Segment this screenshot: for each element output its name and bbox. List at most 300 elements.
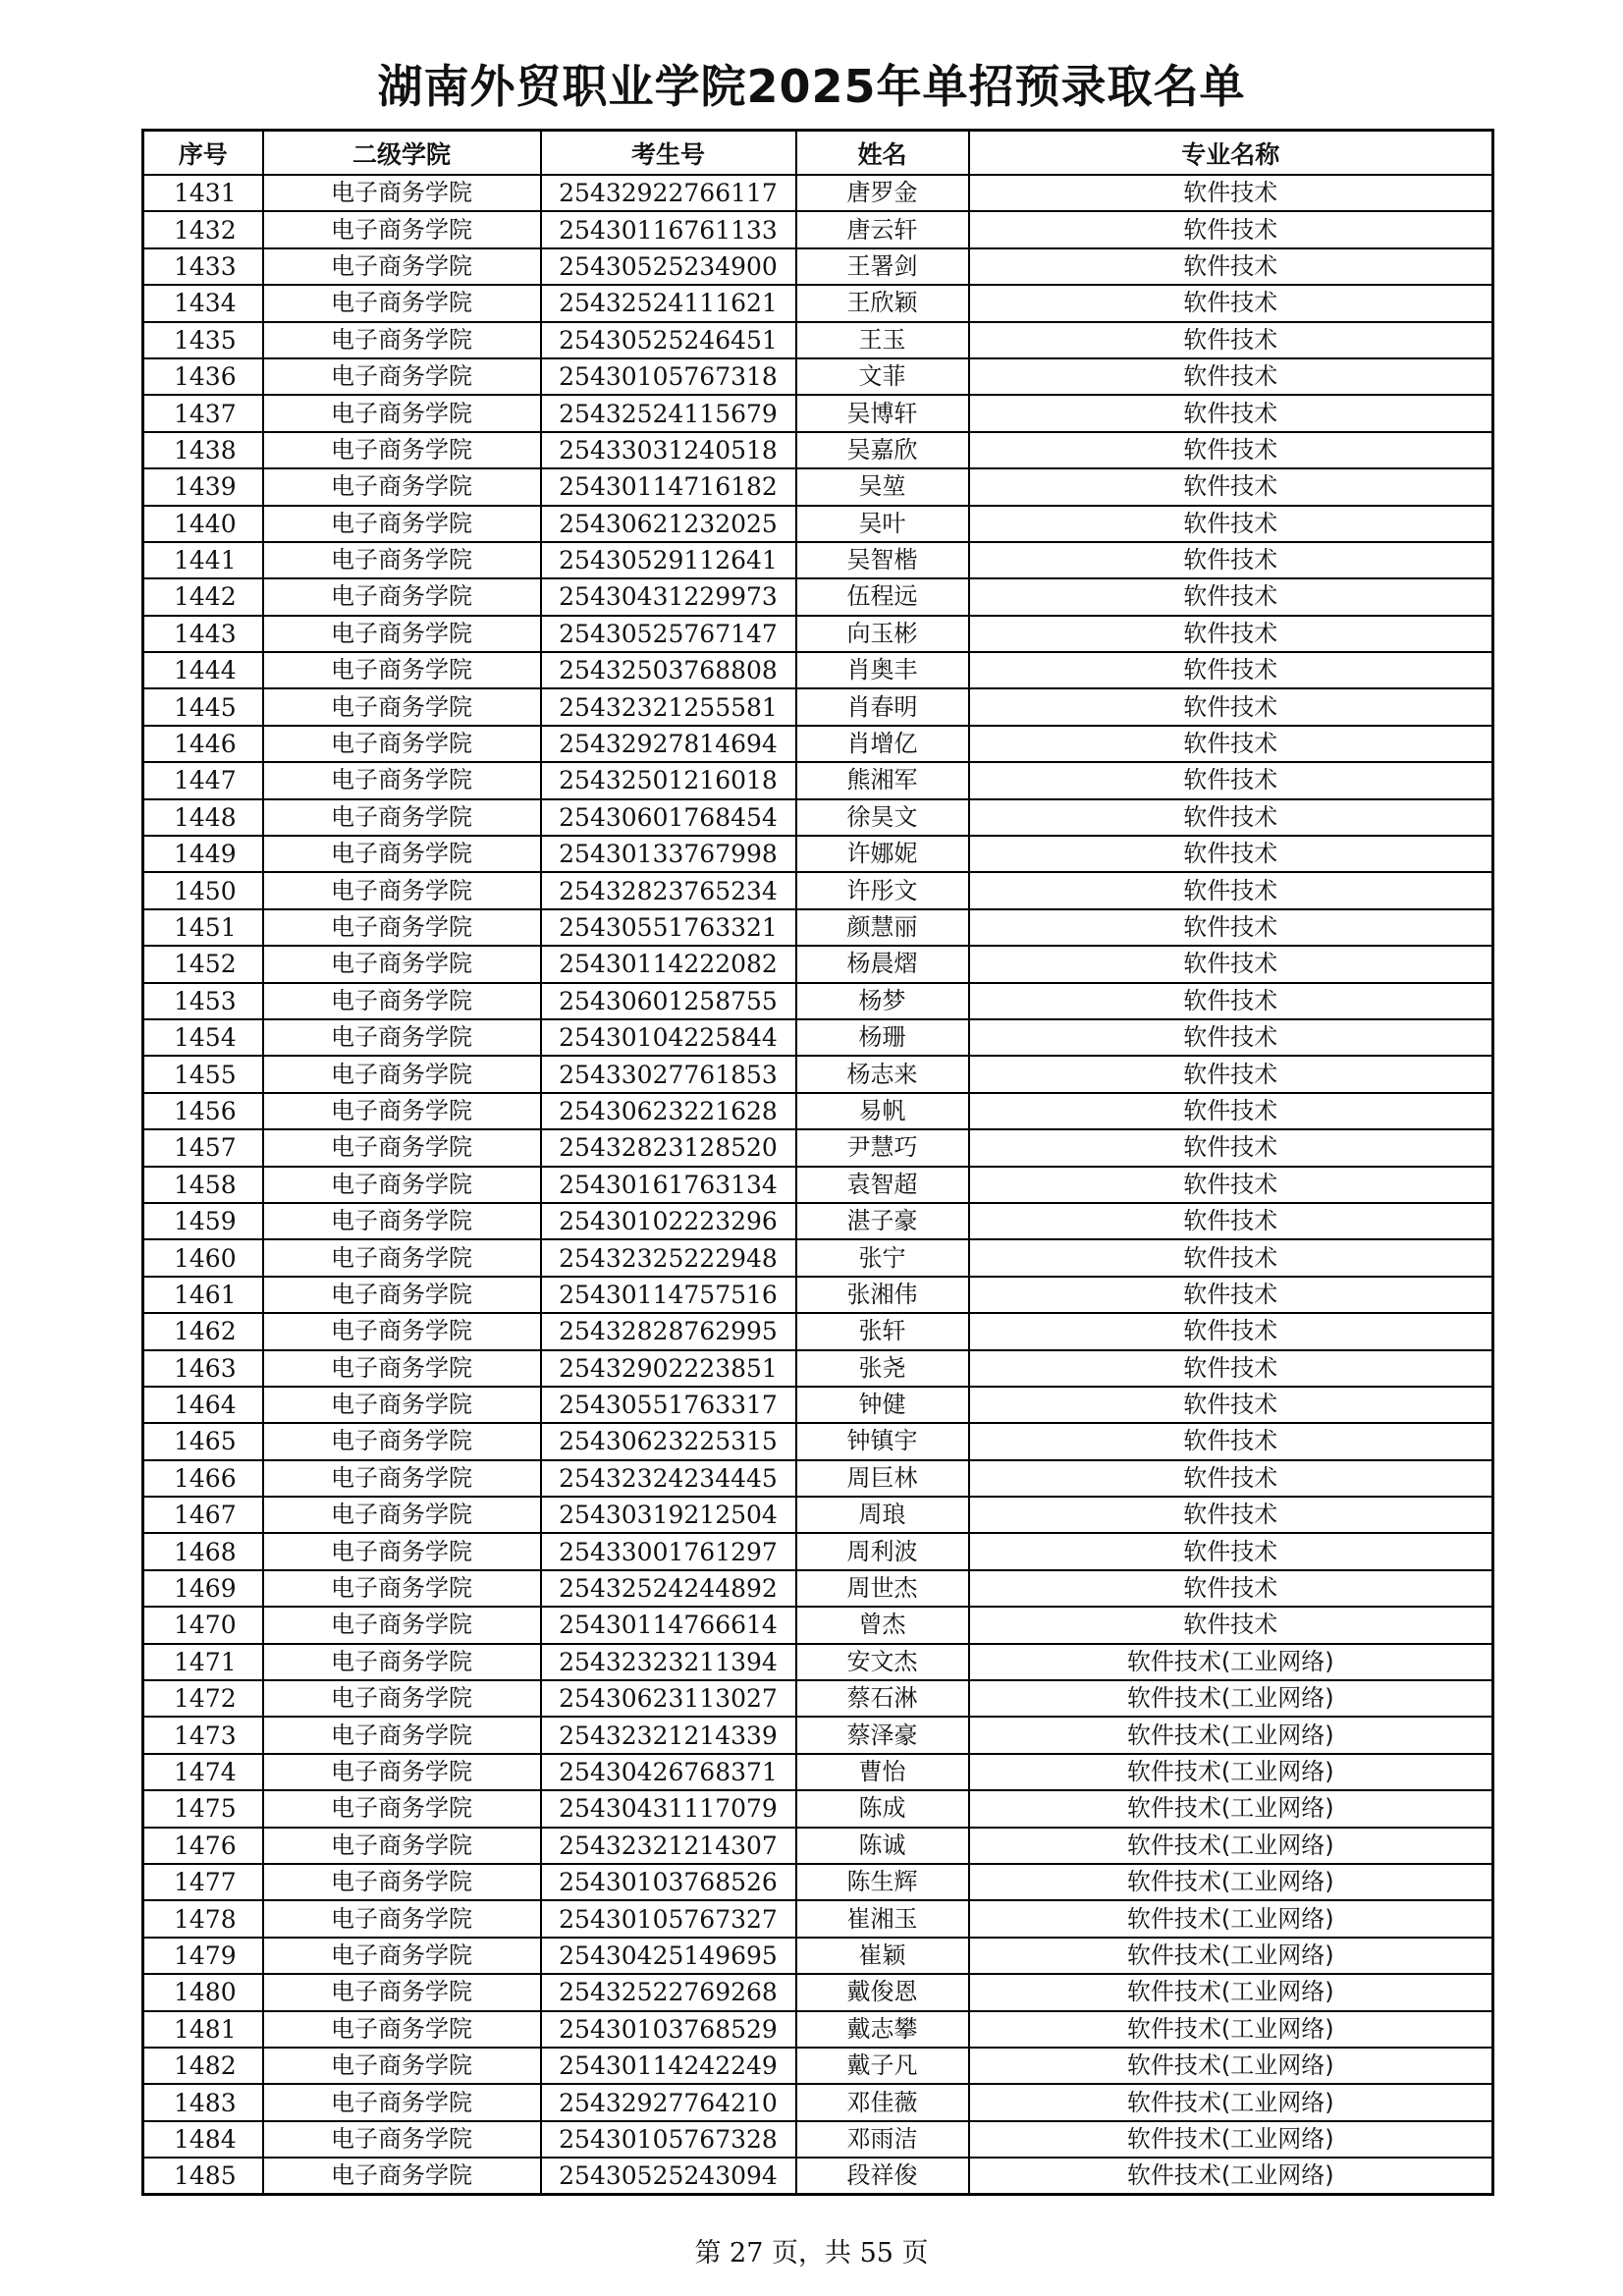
table-row (143, 1460, 1493, 1497)
table-row (143, 1864, 1493, 1900)
table-row (143, 652, 1493, 688)
cell-college: 电子商务学院 (263, 175, 541, 211)
cell-seq: 1451 (143, 909, 263, 946)
table-row (143, 836, 1493, 872)
cell-seq: 1472 (143, 1680, 263, 1717)
cell-major: 软件技术 (969, 652, 1493, 688)
cell-name: 伍程远 (796, 578, 969, 615)
cell-name: 唐云轩 (796, 211, 969, 247)
cell-name: 王玉 (796, 322, 969, 358)
cell-college: 电子商务学院 (263, 1203, 541, 1239)
cell-exam-id: 25432501216018 (541, 762, 796, 798)
cell-exam-id: 25430105767328 (541, 2121, 796, 2158)
cell-exam-id: 25430551763317 (541, 1387, 796, 1423)
cell-name: 陈成 (796, 1790, 969, 1827)
cell-exam-id: 25430319212504 (541, 1497, 796, 1533)
cell-college: 电子商务学院 (263, 1387, 541, 1423)
cell-college: 电子商务学院 (263, 1570, 541, 1607)
column-header-college: 二级学院 (263, 131, 541, 176)
cell-seq: 1466 (143, 1460, 263, 1497)
cell-name: 吴嘉欣 (796, 432, 969, 468)
table-row (143, 468, 1493, 505)
page-footer: 第 27 页，共 55 页 (694, 2238, 929, 2269)
cell-name: 熊湘军 (796, 762, 969, 798)
cell-seq: 1475 (143, 1790, 263, 1827)
cell-college: 电子商务学院 (263, 1790, 541, 1827)
table-row (143, 1900, 1493, 1937)
table-row (143, 1093, 1493, 1129)
cell-exam-id: 25430102223296 (541, 1203, 796, 1239)
cell-name: 颜慧丽 (796, 909, 969, 946)
cell-seq: 1439 (143, 468, 263, 505)
table-row (143, 322, 1493, 358)
cell-exam-id: 25432524111621 (541, 285, 796, 321)
cell-college: 电子商务学院 (263, 1828, 541, 1864)
cell-name: 周利波 (796, 1533, 969, 1569)
cell-major: 软件技术 (969, 211, 1493, 247)
table-row (143, 1019, 1493, 1056)
table-row (143, 285, 1493, 321)
cell-exam-id: 25430114222082 (541, 946, 796, 982)
cell-college: 电子商务学院 (263, 1864, 541, 1900)
cell-exam-id: 25430105767327 (541, 1900, 796, 1937)
table-row (143, 762, 1493, 798)
cell-major: 软件技术 (969, 616, 1493, 652)
cell-name: 文菲 (796, 358, 969, 395)
cell-major: 软件技术(工业网络) (969, 1754, 1493, 1790)
cell-name: 崔颖 (796, 1938, 969, 1974)
cell-major: 软件技术 (969, 1350, 1493, 1387)
cell-seq: 1467 (143, 1497, 263, 1533)
cell-college: 电子商务学院 (263, 1974, 541, 2010)
cell-exam-id: 25432325222948 (541, 1239, 796, 1276)
cell-major: 软件技术 (969, 1277, 1493, 1313)
table-row (143, 1607, 1493, 1643)
cell-college: 电子商务学院 (263, 1607, 541, 1643)
cell-name: 尹慧巧 (796, 1129, 969, 1166)
cell-name: 钟健 (796, 1387, 969, 1423)
cell-major: 软件技术 (969, 799, 1493, 836)
table-row (143, 616, 1493, 652)
cell-exam-id: 25432324234445 (541, 1460, 796, 1497)
cell-college: 电子商务学院 (263, 2084, 541, 2120)
cell-name: 唐罗金 (796, 175, 969, 211)
cell-name: 王欣颖 (796, 285, 969, 321)
column-header-exam-id: 考生号 (541, 131, 796, 176)
cell-exam-id: 25430114716182 (541, 468, 796, 505)
cell-major: 软件技术 (969, 836, 1493, 872)
cell-exam-id: 25432524244892 (541, 1570, 796, 1607)
table-row (143, 983, 1493, 1019)
column-header-seq: 序号 (143, 131, 263, 176)
table-row (143, 1239, 1493, 1276)
cell-college: 电子商务学院 (263, 652, 541, 688)
cell-seq: 1448 (143, 799, 263, 836)
cell-name: 肖增亿 (796, 726, 969, 762)
cell-name: 陈生辉 (796, 1864, 969, 1900)
cell-exam-id: 25430525767147 (541, 616, 796, 652)
cell-name: 周世杰 (796, 1570, 969, 1607)
cell-major: 软件技术 (969, 1019, 1493, 1056)
cell-exam-id: 25432321214307 (541, 1828, 796, 1864)
cell-college: 电子商务学院 (263, 1900, 541, 1937)
cell-major: 软件技术 (969, 248, 1493, 285)
cell-name: 周琅 (796, 1497, 969, 1533)
cell-college: 电子商务学院 (263, 1350, 541, 1387)
cell-college: 电子商务学院 (263, 1460, 541, 1497)
cell-college: 电子商务学院 (263, 1644, 541, 1680)
cell-seq: 1446 (143, 726, 263, 762)
cell-seq: 1454 (143, 1019, 263, 1056)
cell-major: 软件技术 (969, 726, 1493, 762)
cell-major: 软件技术(工业网络) (969, 1900, 1493, 1937)
cell-major: 软件技术(工业网络) (969, 1938, 1493, 1974)
cell-major: 软件技术 (969, 322, 1493, 358)
table-row (143, 1350, 1493, 1387)
cell-major: 软件技术 (969, 358, 1493, 395)
cell-exam-id: 25433031240518 (541, 432, 796, 468)
cell-college: 电子商务学院 (263, 872, 541, 908)
cell-major: 软件技术 (969, 1056, 1493, 1092)
cell-major: 软件技术(工业网络) (969, 2048, 1493, 2084)
table-row (143, 872, 1493, 908)
cell-exam-id: 25430525246451 (541, 322, 796, 358)
cell-major: 软件技术 (969, 1129, 1493, 1166)
page-title: 湖南外贸职业学院2025年单招预录取名单 (377, 60, 1246, 113)
table-row (143, 1974, 1493, 2010)
cell-name: 蔡泽豪 (796, 1717, 969, 1753)
cell-major: 软件技术 (969, 1093, 1493, 1129)
cell-college: 电子商务学院 (263, 1938, 541, 1974)
cell-major: 软件技术(工业网络) (969, 1790, 1493, 1827)
table-row (143, 2084, 1493, 2120)
table-row (143, 211, 1493, 247)
cell-seq: 1485 (143, 2158, 263, 2195)
cell-name: 肖奥丰 (796, 652, 969, 688)
cell-name: 湛子豪 (796, 1203, 969, 1239)
table-row (143, 1167, 1493, 1203)
cell-college: 电子商务学院 (263, 688, 541, 725)
cell-college: 电子商务学院 (263, 616, 541, 652)
cell-major: 软件技术 (969, 1460, 1493, 1497)
table-row (143, 1129, 1493, 1166)
cell-college: 电子商务学院 (263, 2048, 541, 2084)
cell-seq: 1474 (143, 1754, 263, 1790)
cell-seq: 1481 (143, 2011, 263, 2048)
table-row (143, 909, 1493, 946)
cell-major: 软件技术 (969, 542, 1493, 578)
cell-college: 电子商务学院 (263, 211, 541, 247)
cell-seq: 1453 (143, 983, 263, 1019)
table-row (143, 1754, 1493, 1790)
cell-seq: 1433 (143, 248, 263, 285)
cell-exam-id: 25432503768808 (541, 652, 796, 688)
cell-major: 软件技术 (969, 983, 1493, 1019)
cell-college: 电子商务学院 (263, 983, 541, 1019)
table-row (143, 1497, 1493, 1533)
cell-name: 崔湘玉 (796, 1900, 969, 1937)
cell-name: 袁智超 (796, 1167, 969, 1203)
cell-major: 软件技术 (969, 946, 1493, 982)
cell-name: 肖春明 (796, 688, 969, 725)
cell-exam-id: 25430525243094 (541, 2158, 796, 2195)
cell-name: 邓雨洁 (796, 2121, 969, 2158)
cell-seq: 1483 (143, 2084, 263, 2120)
cell-name: 王署剑 (796, 248, 969, 285)
cell-exam-id: 25432823128520 (541, 1129, 796, 1166)
cell-exam-id: 25430105767318 (541, 358, 796, 395)
cell-exam-id: 25430623225315 (541, 1423, 796, 1459)
cell-seq: 1465 (143, 1423, 263, 1459)
cell-seq: 1452 (143, 946, 263, 982)
cell-exam-id: 25430621232025 (541, 506, 796, 542)
cell-seq: 1445 (143, 688, 263, 725)
cell-major: 软件技术 (969, 762, 1493, 798)
cell-exam-id: 25430431229973 (541, 578, 796, 615)
cell-college: 电子商务学院 (263, 909, 541, 946)
table-row (143, 1277, 1493, 1313)
cell-seq: 1449 (143, 836, 263, 872)
cell-major: 软件技术(工业网络) (969, 2084, 1493, 2120)
cell-seq: 1458 (143, 1167, 263, 1203)
cell-exam-id: 25430623113027 (541, 1680, 796, 1717)
cell-college: 电子商务学院 (263, 2158, 541, 2195)
table-row (143, 1533, 1493, 1569)
cell-exam-id: 25432823765234 (541, 872, 796, 908)
cell-major: 软件技术(工业网络) (969, 2011, 1493, 2048)
cell-seq: 1476 (143, 1828, 263, 1864)
table-row (143, 1423, 1493, 1459)
cell-exam-id: 25430104225844 (541, 1019, 796, 1056)
cell-seq: 1440 (143, 506, 263, 542)
cell-major: 软件技术 (969, 909, 1493, 946)
table-row (143, 688, 1493, 725)
cell-college: 电子商务学院 (263, 1717, 541, 1753)
cell-name: 向玉彬 (796, 616, 969, 652)
cell-seq: 1480 (143, 1974, 263, 2010)
cell-exam-id: 25432902223851 (541, 1350, 796, 1387)
cell-college: 电子商务学院 (263, 248, 541, 285)
cell-seq: 1455 (143, 1056, 263, 1092)
cell-college: 电子商务学院 (263, 1019, 541, 1056)
cell-exam-id: 25430116761133 (541, 211, 796, 247)
table-row (143, 2011, 1493, 2048)
cell-seq: 1460 (143, 1239, 263, 1276)
table-row (143, 1570, 1493, 1607)
cell-seq: 1432 (143, 211, 263, 247)
cell-exam-id: 25432927814694 (541, 726, 796, 762)
cell-name: 戴俊恩 (796, 1974, 969, 2010)
cell-exam-id: 25432321255581 (541, 688, 796, 725)
table-row (143, 1790, 1493, 1827)
cell-college: 电子商务学院 (263, 542, 541, 578)
cell-seq: 1450 (143, 872, 263, 908)
cell-college: 电子商务学院 (263, 506, 541, 542)
cell-seq: 1469 (143, 1570, 263, 1607)
table-row (143, 1717, 1493, 1753)
cell-seq: 1437 (143, 395, 263, 431)
cell-major: 软件技术(工业网络) (969, 2121, 1493, 2158)
cell-seq: 1479 (143, 1938, 263, 1974)
column-header-major: 专业名称 (969, 131, 1493, 176)
cell-college: 电子商务学院 (263, 2121, 541, 2158)
cell-exam-id: 25430114242249 (541, 2048, 796, 2084)
cell-college: 电子商务学院 (263, 726, 541, 762)
cell-name: 杨志来 (796, 1056, 969, 1092)
cell-major: 软件技术 (969, 468, 1493, 505)
cell-college: 电子商务学院 (263, 762, 541, 798)
cell-name: 张宁 (796, 1239, 969, 1276)
cell-exam-id: 25430114757516 (541, 1277, 796, 1313)
cell-exam-id: 25430161763134 (541, 1167, 796, 1203)
cell-exam-id: 25430601768454 (541, 799, 796, 836)
cell-major: 软件技术(工业网络) (969, 1717, 1493, 1753)
cell-name: 张尧 (796, 1350, 969, 1387)
cell-major: 软件技术 (969, 688, 1493, 725)
cell-major: 软件技术 (969, 506, 1493, 542)
cell-major: 软件技术 (969, 872, 1493, 908)
cell-name: 张轩 (796, 1313, 969, 1349)
cell-major: 软件技术(工业网络) (969, 1644, 1493, 1680)
cell-college: 电子商务学院 (263, 432, 541, 468)
cell-seq: 1459 (143, 1203, 263, 1239)
table-row (143, 175, 1493, 211)
cell-major: 软件技术(工业网络) (969, 1680, 1493, 1717)
cell-college: 电子商务学院 (263, 395, 541, 431)
table-row (143, 799, 1493, 836)
cell-exam-id: 25433027761853 (541, 1056, 796, 1092)
table-header-row (143, 131, 1493, 176)
cell-major: 软件技术 (969, 1239, 1493, 1276)
table-body (143, 175, 1493, 2195)
cell-name: 蔡石淋 (796, 1680, 969, 1717)
cell-exam-id: 25430431117079 (541, 1790, 796, 1827)
cell-exam-id: 25430529112641 (541, 542, 796, 578)
cell-major: 软件技术 (969, 1387, 1493, 1423)
table-row (143, 1387, 1493, 1423)
cell-college: 电子商务学院 (263, 285, 541, 321)
table-row (143, 578, 1493, 615)
cell-college: 电子商务学院 (263, 322, 541, 358)
cell-seq: 1441 (143, 542, 263, 578)
cell-seq: 1442 (143, 578, 263, 615)
cell-college: 电子商务学院 (263, 578, 541, 615)
cell-seq: 1443 (143, 616, 263, 652)
cell-name: 易帆 (796, 1093, 969, 1129)
column-header-name: 姓名 (796, 131, 969, 176)
cell-seq: 1463 (143, 1350, 263, 1387)
cell-major: 软件技术 (969, 1313, 1493, 1349)
table-row (143, 432, 1493, 468)
cell-name: 戴志攀 (796, 2011, 969, 2048)
table-row (143, 726, 1493, 762)
cell-college: 电子商务学院 (263, 1754, 541, 1790)
cell-college: 电子商务学院 (263, 946, 541, 982)
cell-major: 软件技术 (969, 285, 1493, 321)
cell-exam-id: 25430425149695 (541, 1938, 796, 1974)
cell-major: 软件技术 (969, 1203, 1493, 1239)
cell-college: 电子商务学院 (263, 1533, 541, 1569)
cell-name: 吴智楷 (796, 542, 969, 578)
cell-seq: 1470 (143, 1607, 263, 1643)
cell-exam-id: 25433001761297 (541, 1533, 796, 1569)
cell-seq: 1462 (143, 1313, 263, 1349)
cell-major: 软件技术(工业网络) (969, 1974, 1493, 2010)
cell-exam-id: 25432522769268 (541, 1974, 796, 2010)
cell-college: 电子商务学院 (263, 1239, 541, 1276)
cell-major: 软件技术 (969, 1423, 1493, 1459)
cell-seq: 1471 (143, 1644, 263, 1680)
cell-name: 徐昊文 (796, 799, 969, 836)
cell-name: 安文杰 (796, 1644, 969, 1680)
cell-seq: 1436 (143, 358, 263, 395)
table-row (143, 1313, 1493, 1349)
table-row (143, 395, 1493, 431)
cell-college: 电子商务学院 (263, 1313, 541, 1349)
cell-seq: 1482 (143, 2048, 263, 2084)
cell-college: 电子商务学院 (263, 1093, 541, 1129)
cell-exam-id: 25432927764210 (541, 2084, 796, 2120)
cell-exam-id: 25430103768526 (541, 1864, 796, 1900)
table-row (143, 1056, 1493, 1092)
cell-college: 电子商务学院 (263, 1167, 541, 1203)
cell-college: 电子商务学院 (263, 1497, 541, 1533)
cell-name: 周巨林 (796, 1460, 969, 1497)
cell-exam-id: 25430551763321 (541, 909, 796, 946)
cell-seq: 1438 (143, 432, 263, 468)
cell-exam-id: 25432323211394 (541, 1644, 796, 1680)
cell-major: 软件技术(工业网络) (969, 2158, 1493, 2195)
cell-exam-id: 25430133767998 (541, 836, 796, 872)
cell-exam-id: 25432524115679 (541, 395, 796, 431)
cell-name: 许彤文 (796, 872, 969, 908)
cell-seq: 1435 (143, 322, 263, 358)
cell-seq: 1447 (143, 762, 263, 798)
cell-major: 软件技术 (969, 1607, 1493, 1643)
cell-major: 软件技术 (969, 1497, 1493, 1533)
cell-seq: 1484 (143, 2121, 263, 2158)
cell-seq: 1434 (143, 285, 263, 321)
cell-seq: 1477 (143, 1864, 263, 1900)
cell-exam-id: 25430114766614 (541, 1607, 796, 1643)
cell-college: 电子商务学院 (263, 358, 541, 395)
cell-seq: 1473 (143, 1717, 263, 1753)
cell-exam-id: 25430601258755 (541, 983, 796, 1019)
table-row (143, 2048, 1493, 2084)
cell-major: 软件技术(工业网络) (969, 1828, 1493, 1864)
cell-name: 吴博轩 (796, 395, 969, 431)
cell-seq: 1444 (143, 652, 263, 688)
admission-table (141, 129, 1494, 2196)
table-row (143, 2158, 1493, 2195)
cell-major: 软件技术 (969, 432, 1493, 468)
cell-name: 陈诚 (796, 1828, 969, 1864)
cell-college: 电子商务学院 (263, 1277, 541, 1313)
cell-name: 戴子凡 (796, 2048, 969, 2084)
cell-seq: 1478 (143, 1900, 263, 1937)
cell-name: 张湘伟 (796, 1277, 969, 1313)
cell-seq: 1468 (143, 1533, 263, 1569)
cell-exam-id: 25430103768529 (541, 2011, 796, 2048)
cell-exam-id: 25432321214339 (541, 1717, 796, 1753)
cell-name: 钟镇宇 (796, 1423, 969, 1459)
cell-name: 邓佳薇 (796, 2084, 969, 2120)
cell-name: 曾杰 (796, 1607, 969, 1643)
cell-seq: 1461 (143, 1277, 263, 1313)
cell-college: 电子商务学院 (263, 1680, 541, 1717)
cell-exam-id: 25432922766117 (541, 175, 796, 211)
cell-name: 杨晨熠 (796, 946, 969, 982)
